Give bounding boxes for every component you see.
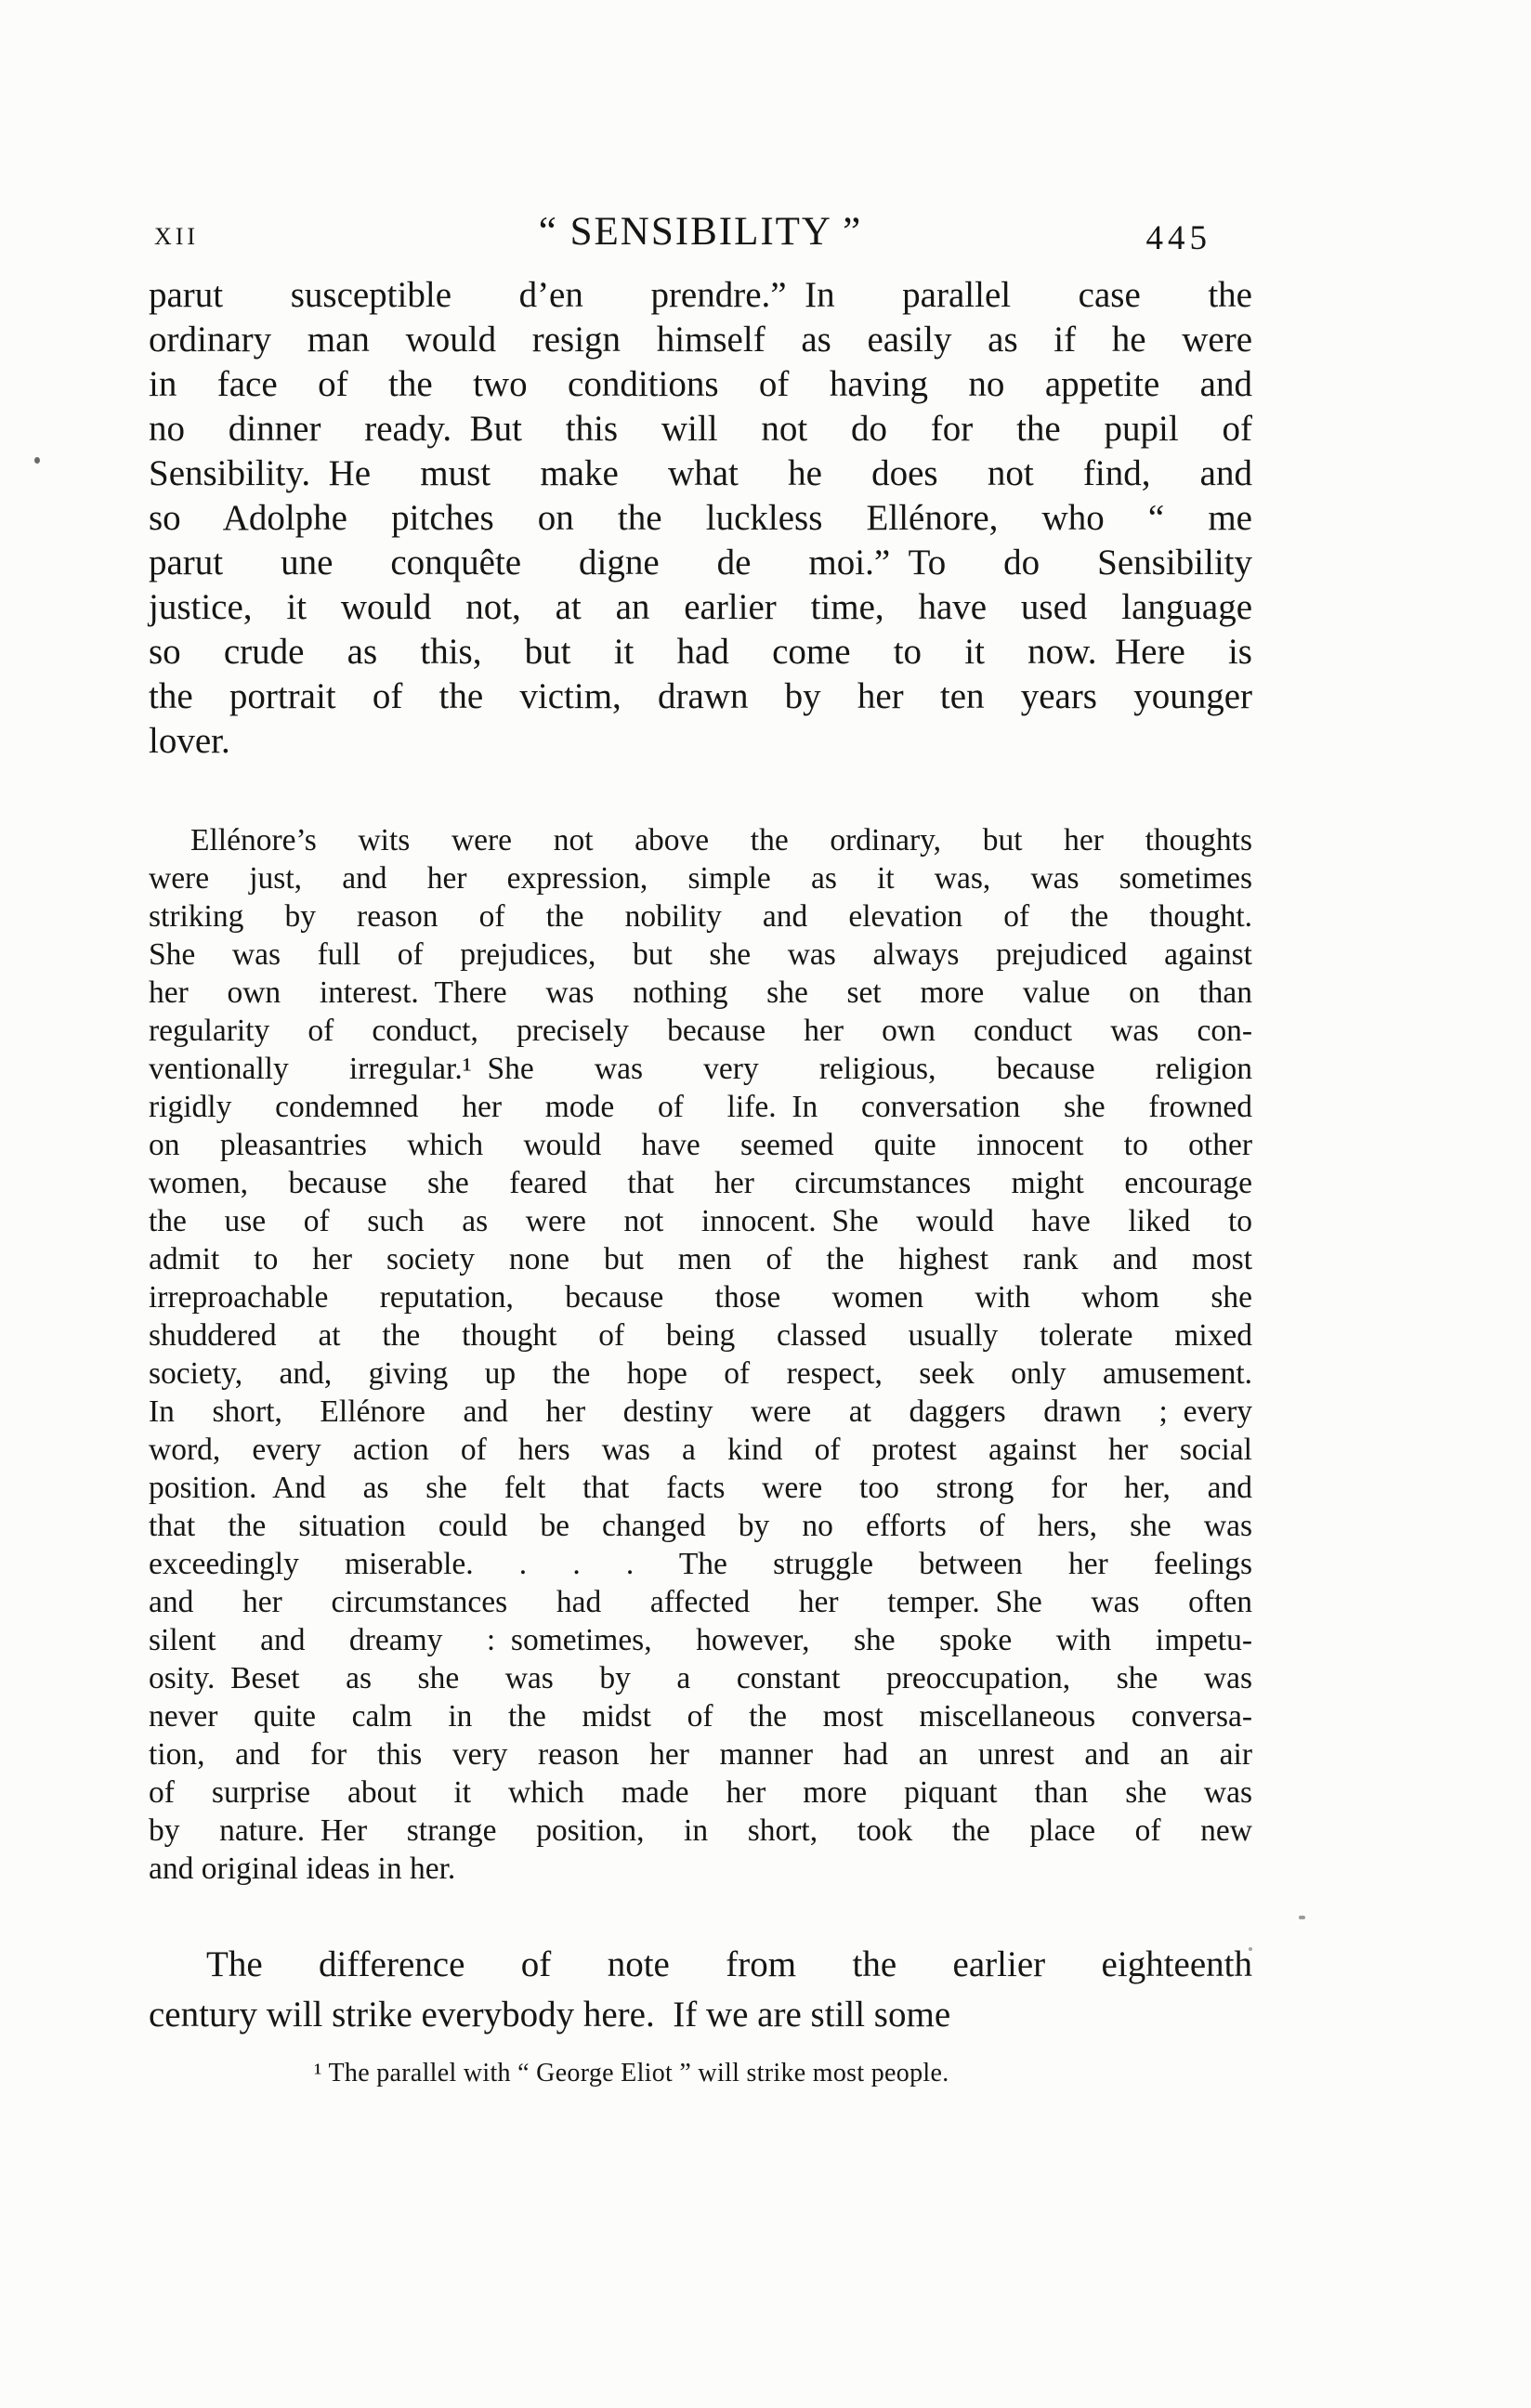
text-line: word, every action of hers was a kind of protest against her social	[149, 1433, 1252, 1467]
text-line: of surprise about it which made her more piquant than she was	[149, 1775, 1252, 1810]
body-paragraph-2	[149, 1940, 1252, 2040]
text-line: regularity of conduct, precisely because her own conduct was con-	[149, 1014, 1252, 1048]
footnote: ¹ The parallel with “ George Eliot ” will strike most people.	[314, 2059, 949, 2087]
text-line: justice, it would not, at an earlier time, have used language	[149, 587, 1252, 627]
text-line: and original ideas in her.	[149, 1852, 456, 1886]
text-line: parut susceptible d’en prendre.” In parallel case the	[149, 275, 1252, 315]
text-line: rigidly condemned her mode of life. In conversation she frowned	[149, 1090, 1252, 1124]
text-line: striking by reason of the nobility and elevation of the thought.	[149, 899, 1252, 934]
text-line: so Adolphe pitches on the luckless Ellénore, who “ me	[149, 498, 1252, 538]
text-line: so crude as this, but it had come to it now. Here is	[149, 632, 1252, 672]
text-line: In short, Ellénore and her destiny were at daggers drawn ; every	[149, 1394, 1252, 1429]
text-line: and her circumstances had affected her temper. She was often	[149, 1585, 1252, 1619]
chapter-number: XII	[154, 223, 200, 250]
text-line: in face of the two conditions of having no appetite and	[149, 364, 1252, 404]
text-line: on pleasantries which would have seemed quite innocent to other	[149, 1128, 1252, 1162]
text-line: Ellénore’s wits were not above the ordinary, but her thoughts	[190, 823, 1252, 857]
text-line: no dinner ready. But this will not do for the pupil of	[149, 409, 1252, 449]
text-line: admit to her society none but men of the highest rank and most	[149, 1242, 1252, 1276]
text-line: The difference of note from the earlier eighteenth	[206, 1944, 1252, 1984]
text-line: never quite calm in the midst of the most miscellaneous conversa-	[149, 1699, 1252, 1734]
page-number: 445	[1145, 219, 1211, 257]
scan-artifact-speck	[1299, 1916, 1305, 1919]
text-line: parut une conquête digne de moi.” To do Sensibility	[149, 543, 1252, 582]
text-line: her own interest. There was nothing she set more value on than	[149, 975, 1252, 1010]
text-line: ordinary man would resign himself as easily as if he were	[149, 320, 1252, 360]
text-line: society, and, giving up the hope of respect, seek only amusement.	[149, 1356, 1252, 1391]
text-line: tion, and for this very reason her manner had an unrest and an air	[149, 1737, 1252, 1772]
text-line: the use of such as were not innocent. She would have liked to	[149, 1204, 1252, 1238]
text-line: ventionally irregular.¹ She was very religious, because religion	[149, 1052, 1252, 1086]
text-line: women, because she feared that her circumstances might encourage	[149, 1166, 1252, 1200]
blockquote-excerpt	[149, 821, 1252, 1888]
body-paragraph-1	[149, 273, 1252, 764]
text-line: that the situation could be changed by no efforts of hers, she was	[149, 1509, 1252, 1543]
text-line: shuddered at the thought of being classed usually tolerate mixed	[149, 1318, 1252, 1353]
scan-artifact-speck	[1249, 1947, 1252, 1951]
text-line: the portrait of the victim, drawn by her ten years younger	[149, 676, 1252, 716]
page-header	[149, 204, 1252, 255]
text-line: lover.	[149, 721, 230, 761]
text-line: exceedingly miserable. . . . The struggle between her feelings	[149, 1547, 1252, 1581]
text-line: by nature. Her strange position, in short, took the place of new	[149, 1813, 1252, 1848]
text-line: century will strike everybody here. If we are still some	[149, 1995, 951, 2035]
running-title: “ SENSIBILITY ”	[538, 210, 863, 254]
text-line: She was full of prejudices, but she was always prejudiced against	[149, 937, 1252, 972]
scan-artifact-speck	[34, 457, 40, 464]
text-line: osity. Beset as she was by a constant preoccupation, she was	[149, 1661, 1252, 1695]
text-line: silent and dreamy : sometimes, however, she spoke with impetu-	[149, 1623, 1252, 1657]
text-line: Sensibility. He must make what he does not find, and	[149, 453, 1252, 493]
text-line: irreproachable reputation, because those women with whom she	[149, 1280, 1252, 1315]
text-line: were just, and her expression, simple as it was, was sometimes	[149, 861, 1252, 896]
text-line: position. And as she felt that facts were too strong for her, and	[149, 1471, 1252, 1505]
